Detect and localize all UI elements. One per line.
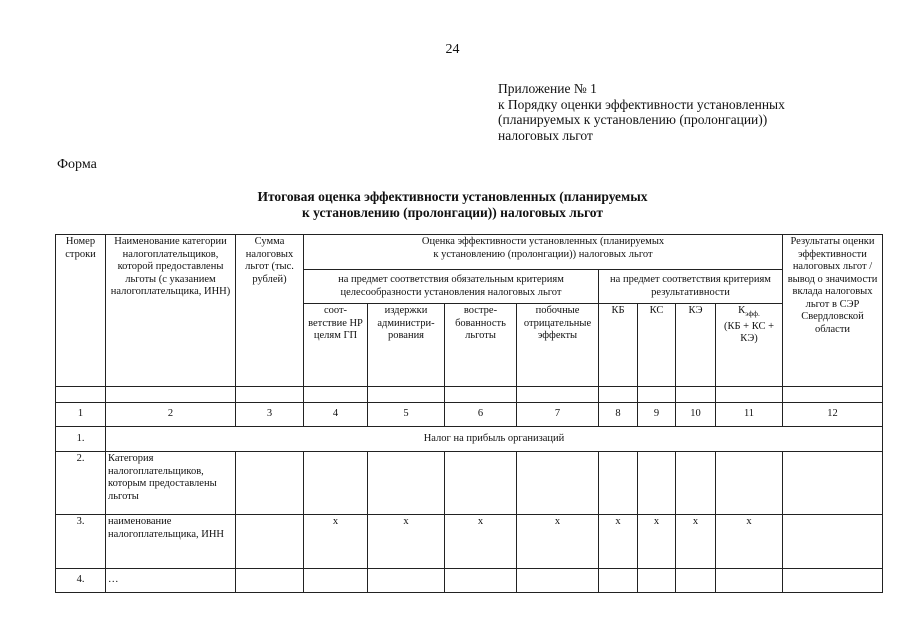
x-mark: x xyxy=(304,515,368,569)
category-cell: Категория налогоплательщиков, которым предоставлены льготы xyxy=(106,452,236,515)
column-number: 5 xyxy=(368,403,445,427)
form-label: Форма xyxy=(57,157,97,172)
assessment-table xyxy=(55,234,883,593)
header-assessment xyxy=(304,235,783,270)
column-number: 3 xyxy=(236,403,304,427)
header-side-effects: побочные отрицательные эффекты xyxy=(517,304,599,387)
header-results: Результаты оценки эффективности налоговых льгот /вывод о значимости вклада налоговых льгот в СЭР Свердловской области xyxy=(783,235,883,387)
column-numbers-row xyxy=(56,403,883,427)
x-mark: x xyxy=(599,515,638,569)
x-mark: x xyxy=(445,515,517,569)
column-number: 2 xyxy=(106,403,236,427)
x-mark: x xyxy=(638,515,676,569)
x-mark: x xyxy=(517,515,599,569)
header-keff xyxy=(716,304,783,387)
ellipsis-cell: … xyxy=(106,569,236,593)
keff-formula: (КБ + КС + КЭ) xyxy=(724,320,774,345)
header-performance-criteria: на предмет соответствия критериям результативности xyxy=(599,270,783,304)
x-mark: x xyxy=(676,515,716,569)
row-number: 3. xyxy=(56,515,106,569)
x-mark: x xyxy=(368,515,445,569)
appendix-line: Приложение № 1 xyxy=(498,81,597,96)
column-number: 6 xyxy=(445,403,517,427)
title-line: Итоговая оценка эффективности установленных (планируемых xyxy=(257,189,648,204)
header-ks: КС xyxy=(638,304,676,387)
header-compliance: соот-ветствие НР целям ГП xyxy=(304,304,368,387)
header-admin-costs: издержки администри-рования xyxy=(368,304,445,387)
header-mandatory-criteria: на предмет соответствия обязательным критериям целесообразности установления налоговых льгот xyxy=(304,270,599,304)
document-title xyxy=(0,189,905,221)
header-category-name: Наименование категории налогоплательщиков, которой предоставлены льготы (с указанием налогоплательщика, ИНН) xyxy=(106,235,236,387)
header-kb: КБ xyxy=(599,304,638,387)
header-assessment-line: Оценка эффективности установленных (планируемых xyxy=(421,236,665,247)
column-number: 9 xyxy=(638,403,676,427)
column-number: 8 xyxy=(599,403,638,427)
header-demand: востре-бованность льготы xyxy=(445,304,517,387)
appendix-line: к Порядку оценки эффективности установленных xyxy=(498,96,785,112)
x-mark: x xyxy=(716,515,783,569)
column-number: 12 xyxy=(783,403,883,427)
appendix-line: налоговых льгот xyxy=(498,127,593,143)
table-row xyxy=(56,452,883,515)
column-number: 1 xyxy=(56,403,106,427)
table-row xyxy=(56,569,883,593)
table-row xyxy=(56,515,883,569)
keff-subscript: эфф. xyxy=(745,309,760,319)
header-ke: КЭ xyxy=(676,304,716,387)
column-number: 10 xyxy=(676,403,716,427)
table-row xyxy=(56,427,883,452)
header-row xyxy=(56,235,883,270)
row-number: 4. xyxy=(56,569,106,593)
appendix-line: (планируемых к установлению (пролонгации)) xyxy=(498,112,768,127)
header-sum: Сумма налоговых льгот (тыс. рублей) xyxy=(236,235,304,387)
row-number: 2. xyxy=(56,452,106,515)
keff-symbol: К xyxy=(738,305,746,316)
spacer-row xyxy=(56,387,883,403)
header-row-number: Номер строки xyxy=(56,235,106,387)
header-assessment-line: к установлению (пролонгации)) налоговых льгот xyxy=(433,248,653,260)
title-line: к установлению (пролонгации)) налоговых льгот xyxy=(301,205,604,220)
taxpayer-cell: наименование налогоплательщика, ИНН xyxy=(106,515,236,569)
column-number: 7 xyxy=(517,403,599,427)
page-number: 24 xyxy=(445,42,460,57)
appendix-note xyxy=(498,81,785,143)
column-number: 11 xyxy=(716,403,783,427)
row-number: 1. xyxy=(56,427,106,452)
tax-section-title: Налог на прибыль организаций xyxy=(106,427,883,452)
column-number: 4 xyxy=(304,403,368,427)
